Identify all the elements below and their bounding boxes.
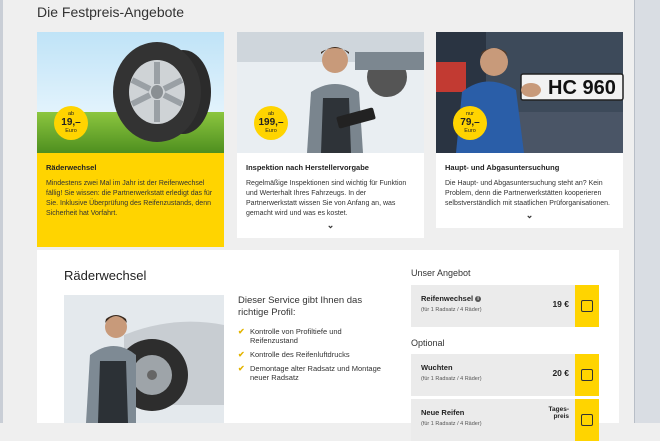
- chevron-down-icon[interactable]: ⌄: [326, 220, 335, 230]
- detail-panel: [37, 250, 619, 427]
- service-list: [238, 327, 388, 382]
- price-badge: nur 79,– Euro: [453, 106, 487, 140]
- list-item: ✔ Kontrolle des Reifenluftdrucks: [238, 350, 350, 359]
- offer-checkbox[interactable]: [575, 285, 599, 327]
- scrollbar[interactable]: [634, 0, 660, 423]
- license-plate-image: [436, 32, 623, 153]
- offer-checkbox[interactable]: [575, 399, 599, 441]
- check-icon: ✔: [238, 327, 245, 336]
- offer-row-wuchten[interactable]: [411, 354, 599, 396]
- service-intro: Dieser Service gibt Ihnen das richtige Profil:: [238, 295, 363, 318]
- offer-name: Wuchten: [421, 363, 453, 372]
- detail-title: Räderwechsel: [64, 268, 147, 283]
- offer-name: Neue Reifen: [421, 408, 465, 417]
- offer-sub: (für 1 Radsatz / 4 Räder): [421, 307, 482, 313]
- service-description: [238, 295, 388, 387]
- check-icon: ✔: [238, 364, 245, 373]
- price-badge: ab 199,– Euro: [254, 106, 288, 140]
- offer-card-hu-au[interactable]: [436, 32, 623, 228]
- offer-price: Tages- preis: [548, 406, 569, 420]
- offer-row-reifenwechsel[interactable]: [411, 285, 599, 327]
- list-item: ✔ Demontage alter Radsatz und Montage neuer Radsatz: [238, 364, 381, 382]
- list-item: ✔ Kontrolle von Profiltiefe und Reifenzustand: [238, 327, 342, 345]
- card-text: Die Haupt- und Abgasuntersuchung steht an? Kein Problem, denn die Partnerwerkstätten kooperieren selbstverständlich mit staatlichen Prüforganisationen.: [445, 180, 610, 207]
- card-heading: Räderwechsel: [46, 163, 97, 172]
- offer-price: 19 €: [552, 299, 569, 309]
- offer-card-raederwechsel[interactable]: [37, 32, 224, 247]
- license-plate-text: HC 960: [548, 77, 616, 99]
- offer-heading: Unser Angebot: [411, 268, 471, 278]
- card-heading: Inspektion nach Herstellervorgabe: [246, 163, 369, 172]
- wheel-change-image: [64, 295, 224, 423]
- chevron-down-icon[interactable]: ⌄: [525, 210, 534, 220]
- tire-image: [37, 32, 224, 153]
- card-text: Mindestens zwei Mal im Jahr ist der Reifenwechsel fällig! Sie wissen: die Partnerwerkstatt erledigt das für Sie. Inklusive Überprüfung des Reifenzustands, denn Sicherheit hat Vorfahrt.: [46, 180, 213, 217]
- check-icon: ✔: [238, 350, 245, 359]
- optional-heading: Optional: [411, 338, 445, 348]
- card-text: Regelmäßige Inspektionen sind wichtig für Funktion und Werterhalt Ihres Fahrzeugs. In der Partnerwerkstatt wissen Sie von Anfang an, was gemacht wird und was es kostet.: [246, 180, 407, 217]
- section-title: Die Festpreis-Angebote: [37, 4, 185, 20]
- mechanic-image: [237, 32, 424, 153]
- offer-card-inspektion[interactable]: [237, 32, 424, 238]
- page: [3, 0, 634, 427]
- offer-row-neue-reifen[interactable]: [411, 399, 599, 441]
- offer-name: Reifenwechsel: [421, 294, 474, 303]
- card-heading: Haupt- und Abgasuntersuchung: [445, 163, 560, 172]
- offer-price: 20 €: [552, 368, 569, 378]
- offer-sub: (für 1 Radsatz / 4 Räder): [421, 421, 482, 427]
- offer-checkbox[interactable]: [575, 354, 599, 396]
- offer-sub: (für 1 Radsatz / 4 Räder): [421, 376, 482, 382]
- price-badge: ab 19,– Euro: [54, 106, 88, 140]
- info-icon[interactable]: i: [475, 296, 481, 302]
